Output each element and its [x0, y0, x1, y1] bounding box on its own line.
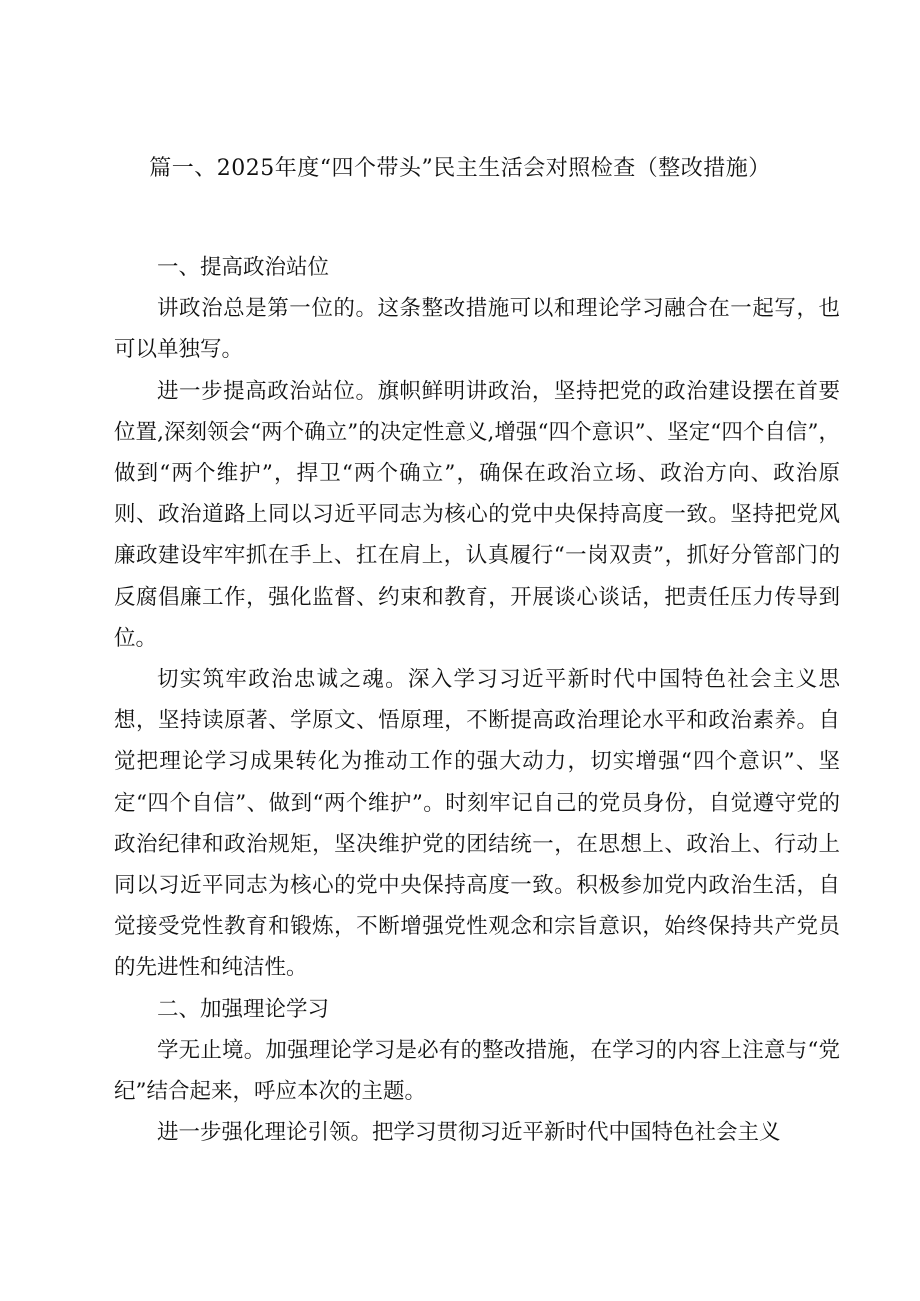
body-paragraph-5: 进一步强化理论引领。把学习贯彻习近平新时代中国特色社会主义: [157, 1120, 781, 1146]
body-paragraph-2: 进一步提高政治站位。旗帜鲜明讲政治，坚持把党的政治建设摆在首要位置,深刻领会“两个确立”的决定性意义,增强“四个意识”、坚定“四个自信”，做到“两个维护”，捍卫“两个确立”，确保在政治立场、政治方向、政治原则、政治道路上同以习近平同志为核心的党中央保持高度一致。坚持把党风廉政建设牢牢抓在手上、扛在肩上，认真履行“一岗双责”，抓好分管部门的反腐倡廉工作，强化监督、约束和教育，开展谈心谈话，把责任压力传导到位。: [114, 378, 840, 651]
section-heading-1: 一、提高政治站位: [157, 255, 330, 280]
body-paragraph-1: 讲政治总是第一位的。这条整改措施可以和理论学习融合在一起写，也可以单独写。: [114, 296, 840, 363]
body-paragraph-4: 学无止境。加强理论学习是必有的整改措施，在学习的内容上注意与“党纪”结合起来，呼应本次的主题。: [114, 1037, 840, 1105]
section-heading-2: 二、加强理论学习: [157, 996, 330, 1022]
document-title: 篇一、2025年度“四个带头”民主生活会对照检查（整改措施）: [149, 156, 771, 181]
document-body: [114, 247, 840, 1153]
body-paragraph-3: 切实筑牢政治忠诚之魂。深入学习习近平新时代中国特色社会主义思想，坚持读原著、学原文、悟原理，不断提高政治理论水平和政治素养。自觉把理论学习成果转化为推动工作的强大动力，切实增强“四个意识”、坚定“四个自信”、做到“两个维护”。时刻牢记自己的党员身份，自觉遵守党的政治纪律和政治规矩，坚决维护党的团结统一，在思想上、政治上、行动上同以习近平同志为核心的党中央保持高度一致。积极参加党内政治生活，自觉接受党性教育和锻炼，不断增强党性观念和宗旨意识，始终保持共产党员的先进性和纯洁性。: [114, 667, 840, 981]
